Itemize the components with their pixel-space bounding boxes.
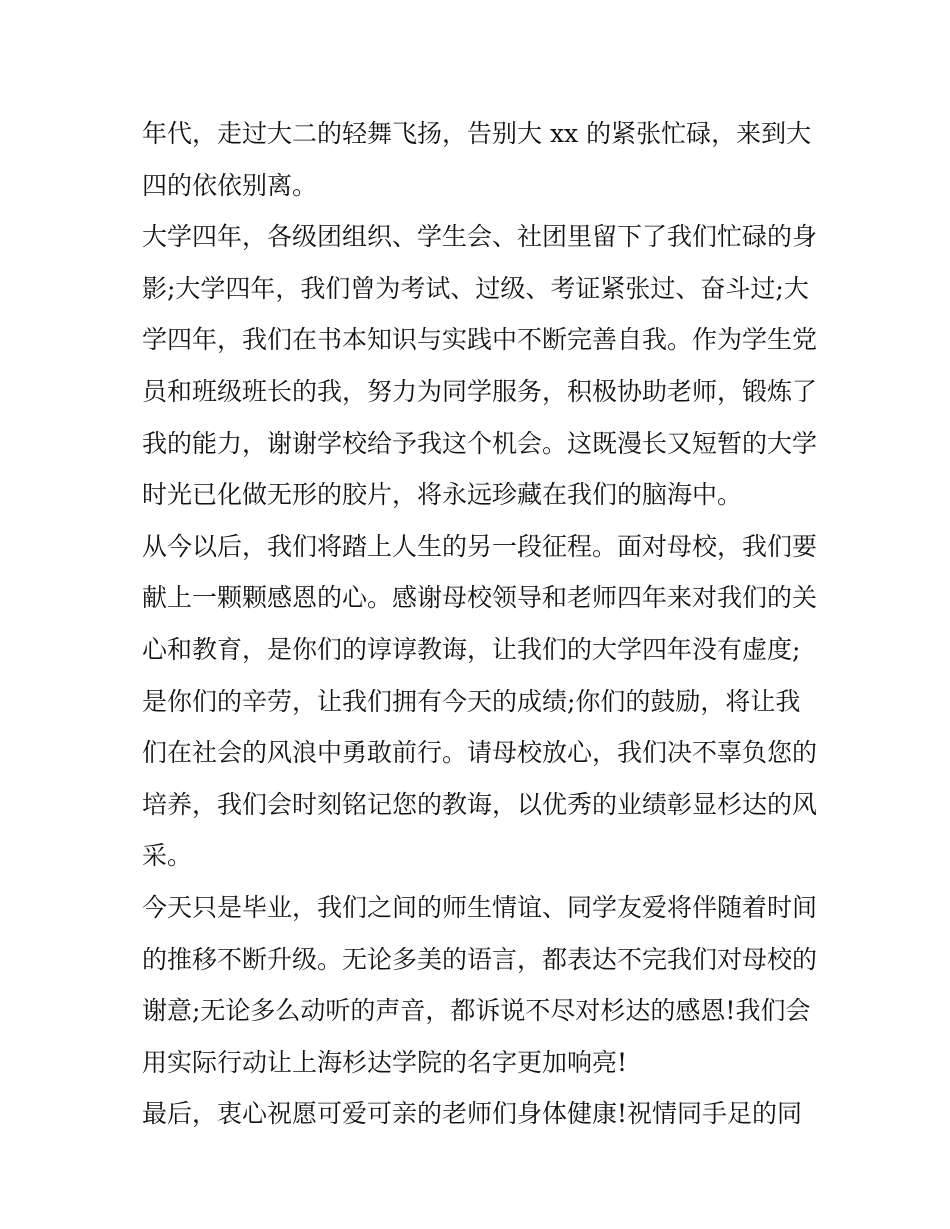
text-line: 们在社会的风浪中勇敢前行。请母校放心，我们决不辜负您的	[142, 738, 818, 768]
text-line: 心和教育，是你们的谆谆教诲，让我们的大学四年没有虚度;	[142, 634, 801, 664]
text-line: 献上一颗颗感恩的心。感谢母校领导和老师四年来对我们的关	[142, 583, 818, 613]
text-line: 年代，走过大二的轻舞飞扬，告别大 xx 的紧张忙碌，来到大	[142, 119, 812, 148]
text-line: 用实际行动让上海杉达学院的名字更加响亮!	[142, 1047, 628, 1077]
text-line: 今天只是毕业，我们之间的师生情谊、同学友爱将伴随着时间	[142, 892, 818, 922]
text-line: 从今以后，我们将踏上人生的另一段征程。面对母校，我们要	[142, 531, 818, 561]
text-line: 的推移不断升级。无论多美的语言，都表达不完我们对母校的	[142, 944, 818, 974]
text-line: 采。	[142, 841, 193, 871]
text-line: 影;大学四年，我们曾为考试、过级、考证紧张过、奋斗过;大	[142, 273, 809, 303]
text-line: 四的依依别离。	[142, 170, 318, 200]
text-line: 最后，衷心祝愿可爱可亲的老师们身体健康!祝情同手足的同	[142, 1099, 803, 1129]
text-line: 培养，我们会时刻铭记您的教诲，以优秀的业绩彰显杉达的风	[142, 789, 818, 819]
text-line: 大学四年，各级团组织、学生会、社团里留下了我们忙碌的身	[142, 222, 818, 252]
text-line: 时光已化做无形的胶片，将永远珍藏在我们的脑海中。	[142, 480, 743, 510]
text-line: 我的能力，谢谢学校给予我这个机会。这既漫长又短暂的大学	[142, 428, 818, 458]
text-line: 谢意;无论多么动听的声音，都诉说不尽对杉达的感恩!我们会	[142, 996, 811, 1026]
document-body	[142, 108, 818, 1140]
text-line: 员和班级班长的我，努力为同学服务，积极协助老师，锻炼了	[142, 376, 818, 406]
text-line: 学四年，我们在书本知识与实践中不断完善自我。作为学生党	[142, 325, 818, 355]
text-line: 是你们的辛劳，让我们拥有今天的成绩;你们的鼓励，将让我	[142, 686, 801, 716]
